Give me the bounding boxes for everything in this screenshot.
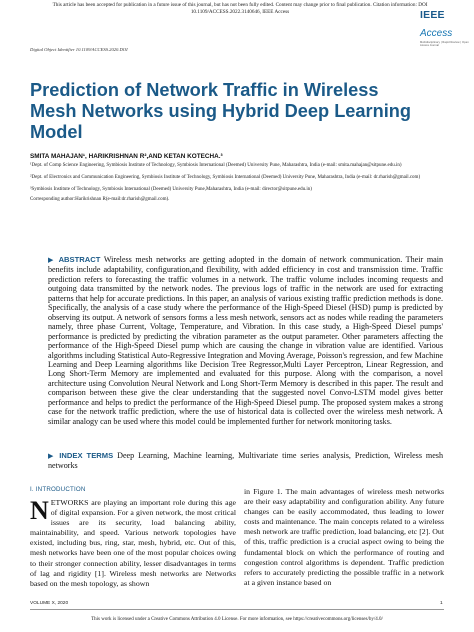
abstract-label: ABSTRACT — [58, 255, 101, 264]
footer-volume: VOLUME X, 2020 — [30, 601, 69, 606]
publication-notice-line2: 10.1109/ACCESS.2022.3140646, IEEE Access — [190, 8, 290, 15]
doi-line: Digital Object Identifier 10.1109/ACCESS.2020.DOI — [30, 47, 128, 52]
affiliation-2: ²Dept. of Electronics and Communication Engineering, Symbiosis Institute of Technology, Symbiosis International (Deemed) University Pune, Maharashtra, India (e-mail: dr.rharish@gmail.com) — [30, 175, 421, 180]
corresponding-author: Corresponding author:Harikrishnan R(e-mail:dr.rharish@gmail.com). — [30, 197, 170, 202]
author-list: SMITA MAHAJAN¹, HARIKRISHNAN R²,AND KETAN KOTECHA.³ — [30, 153, 223, 160]
abstract-text: Wireless mesh networks are getting adopted in the domain of network communication. Their main benefits include adaptability, configuration,and flexibility, with added efficiency in cost and transmission time. Traffic prediction refers to forecasting the traffic volumes in a network. The traffic volume includes incoming requests and outgoing data transmitted by the network nodes. The previous logs of traffic in the network are used for extracting patterns that help for accurate predictions. In this paper, an analysis of various existing traffic prediction methods is done. Specifically, the analysis of a case study where the performance of the High-Speed Diesel (HSD) pump is predicted by observing its output. A network of sensors forms a less mesh network, sensors act as nodes while reading the parameters namely, three phase Current, Voltage, Temperature, and Vibration. In this case study, a High-Speed Diesel pumps' performance is predicted by predicting the vibration parameter as the output parameter. Other parameters affecting the performance of the High-Speed Diesel pump which are causing the change in vibration value are identified. Various algorithms including Statistical Auto-Regressive Integration and Moving Average, Poisson's regression, and few Machine Learning and Deep Learning algorithms like Decision Tree Regressor,Multi Layer Perceptron, Linear Regression, and Long Short-Term Memory are implemented and evaluated for this purpose. Along with the comparison, a novel architecture using Convolution Neural Network and Long Short-Term Memory is described in this paper. The result and comparison between these give the clear understanding that the suggested novel Convo-LSTM model gives better performance and helps to predict the performance of the High-Speed Diesel pump. The proposed system makes a strong case for the network traffic prediction, where the use of historical data is collected over the wireless mesh network. A similar analogy can be used where this model could be implemented further for network monitoring tasks. — [48, 255, 443, 426]
footer-divider — [30, 609, 444, 610]
publication-notice — [40, 2, 440, 15]
index-terms-text: Deep Learning, Machine learning, Multivariate time series analysis, Prediction, Wireless mesh networks — [48, 451, 444, 471]
section-heading-introduction: I. INTRODUCTION — [30, 486, 86, 493]
index-terms-block — [48, 451, 443, 471]
affiliation-1: ¹Dept. of Comp Science Engineering, Symbiosis Institute of Technology, Symbiosis International (Deemed) University Pune, Maharashtra, India (e-mail: smita.mahajan@sitpune.edu.in) — [30, 163, 402, 168]
drop-cap: N — [30, 496, 49, 525]
affiliation-3: ³Symbiosis Institute of Technology, Symbiosis International (Deemed) University Pune,Maharashtra, India (e-mail: director@sitpune.edu.in) — [30, 187, 312, 192]
publication-notice-line1: This article has been accepted for publication in a future issue of this journal, but has not been fully edited. Content may change prior to final publication. Citation information: DOI — [52, 2, 428, 8]
abstract-block — [48, 255, 443, 426]
intro-left-text: ETWORKS are playing an important role during this age of digital expansion. For a given network, the most critical issues are its security, load balancing ability, maintainability, and speed. Various network topologies have existed, including bus, ring, star, mesh, hybrid, etc. Out of this, mesh networks have been one of the most popular choices owing to their stronger connection ability, lesser disadvantages in terms of lag and rigidity [1]. Wireless mesh networks are Networks based on the mesh topology, as shown — [30, 498, 236, 588]
paper-title: Prediction of Network Traffic in Wireless Mesh Networks using Hybrid Deep Learning Model — [30, 80, 411, 142]
intro-left-column — [30, 498, 236, 589]
ieee-access-logo — [420, 5, 474, 47]
footer-page-number: 1 — [440, 601, 443, 606]
license-notice: This work is licensed under a Creative Commons Attribution 4.0 License. For more information, see https://creativecommons.org/licenses/by/4.0/ — [91, 617, 383, 622]
triangle-bullet-icon: ▶ — [48, 256, 55, 264]
index-terms-label: INDEX TERMS — [59, 451, 114, 460]
triangle-bullet-icon: ▶ — [48, 452, 56, 460]
logo-ieee-text: IEEE — [420, 9, 445, 21]
logo-tagline: Multidisciplinary | Rapid Review | Open Access Journal — [420, 41, 469, 47]
intro-right-column: in Figure 1. The main advantages of wireless mesh networks are their easy adaptability and configuration ability. Any future changes can be easily accommodated, thus leading to lower costs and maintenance. The main concepts related to a wireless mesh network are traffic prediction, load balancing, etc [2]. Out of this, traffic prediction is a crucial aspect owing to being the fundamental block on which the performance of routing and congestion control algorithms is dependent. Traffic prediction refers to accurately predicting the possible traffic in a network at a given instance based on — [244, 487, 444, 587]
logo-access-text: Access — [420, 28, 453, 39]
